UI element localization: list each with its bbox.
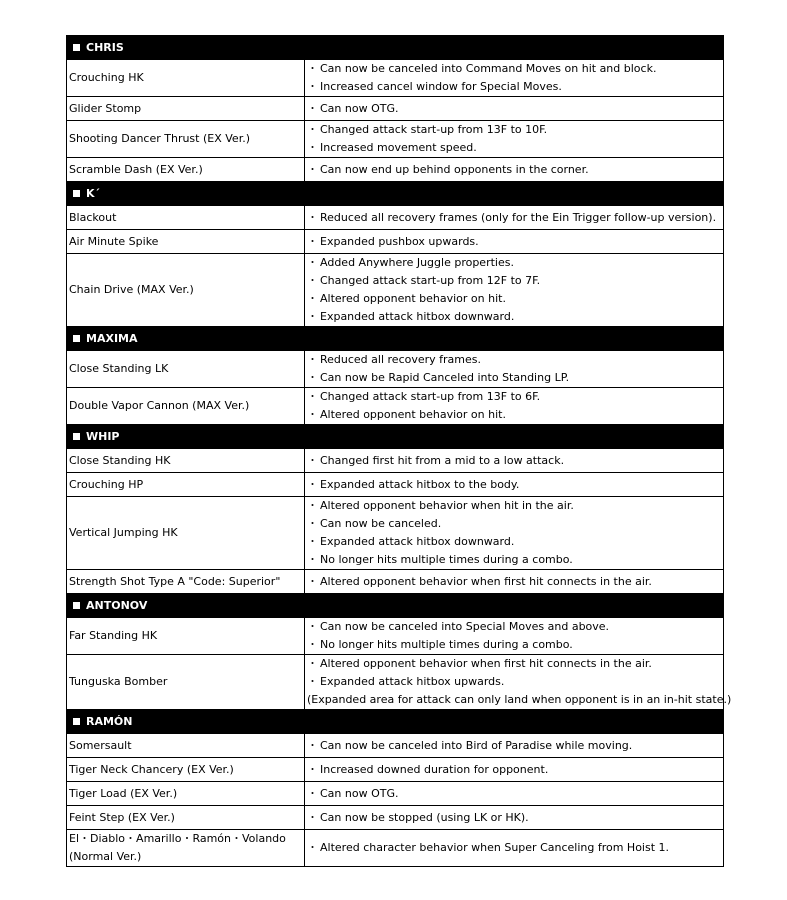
move-name: Crouching HK xyxy=(69,71,144,84)
bullet-dot: ・ xyxy=(307,408,318,421)
change-note-text: Altered opponent behavior when first hit connects in the air. xyxy=(320,574,652,588)
move-row xyxy=(67,497,724,570)
change-notes-cell xyxy=(305,655,732,710)
change-notes-cell xyxy=(305,388,724,425)
change-note xyxy=(307,254,721,272)
change-notes-cell xyxy=(305,60,724,97)
change-note-text: Changed attack start-up from 13F to 6F. xyxy=(320,390,541,403)
change-note xyxy=(307,60,721,78)
change-note-text: Can now be canceled into Bird of Paradise while moving. xyxy=(320,738,633,752)
change-note xyxy=(307,573,721,591)
move-name-cell xyxy=(67,473,305,497)
character-header-row xyxy=(67,594,724,618)
change-note xyxy=(307,78,721,96)
change-note-text: Increased downed duration for opponent. xyxy=(320,762,549,776)
move-name-cell xyxy=(67,388,305,425)
change-note xyxy=(307,809,721,827)
move-row xyxy=(67,158,724,182)
move-name-cell xyxy=(67,206,305,230)
change-note xyxy=(307,673,721,691)
change-note xyxy=(307,839,721,857)
move-row xyxy=(67,97,724,121)
move-name-cell xyxy=(67,254,305,327)
change-note-text: Altered opponent behavior on hit. xyxy=(320,408,506,421)
change-note-text: Altered opponent behavior when hit in the air. xyxy=(320,499,574,512)
change-note xyxy=(307,452,721,470)
change-note xyxy=(307,497,721,515)
move-name-cell xyxy=(67,60,305,97)
character-name-cell xyxy=(67,36,305,60)
bullet-dot: ・ xyxy=(307,256,318,269)
change-notes-cell xyxy=(305,206,724,230)
change-notes-cell xyxy=(305,830,724,867)
change-note-text: Can now be Rapid Canceled into Standing LP. xyxy=(320,371,570,384)
change-note-text: Changed attack start-up from 13F to 10F. xyxy=(320,123,548,136)
change-notes-cell xyxy=(305,230,724,254)
move-name: Chain Drive (MAX Ver.) xyxy=(69,283,194,296)
bullet-dot: ・ xyxy=(307,738,318,752)
move-name-cell xyxy=(67,806,305,830)
square-bullet-icon xyxy=(73,44,80,51)
move-row xyxy=(67,121,724,158)
change-notes-cell xyxy=(305,351,724,388)
change-notes-cell xyxy=(305,473,724,497)
change-notes-cell xyxy=(305,758,724,782)
change-note xyxy=(307,351,721,369)
square-bullet-icon xyxy=(73,190,80,197)
bullet-dot: ・ xyxy=(307,477,318,491)
change-note-text: Added Anywhere Juggle properties. xyxy=(320,256,514,269)
character-name: K´ xyxy=(86,186,101,200)
change-note-text: Reduced all recovery frames. xyxy=(320,353,481,366)
character-header-blank xyxy=(305,327,724,351)
change-notes-cell xyxy=(305,97,724,121)
character-header-row xyxy=(67,327,724,351)
change-note-text: Can now be canceled into Special Moves and above. xyxy=(320,620,610,633)
character-header-blank xyxy=(305,425,724,449)
bullet-dot: ・ xyxy=(307,274,318,287)
change-note xyxy=(307,655,721,673)
bullet-dot: ・ xyxy=(307,574,318,588)
change-note xyxy=(307,636,721,654)
change-note xyxy=(307,737,721,755)
change-note xyxy=(307,308,721,326)
change-notes-cell xyxy=(305,158,724,182)
character-name-cell xyxy=(67,594,305,618)
move-name: Far Standing HK xyxy=(69,629,158,642)
change-notes-cell xyxy=(305,618,724,655)
bullet-dot: ・ xyxy=(307,62,318,75)
bullet-dot: ・ xyxy=(307,786,318,800)
move-row xyxy=(67,473,724,497)
move-name-cell xyxy=(67,497,305,570)
character-name: RAMÓN xyxy=(86,714,133,728)
change-note xyxy=(307,785,721,803)
character-name: MAXIMA xyxy=(86,331,138,345)
bullet-dot: ・ xyxy=(307,141,318,154)
change-note-text: Expanded attack hitbox downward. xyxy=(320,310,515,323)
square-bullet-icon xyxy=(73,602,80,609)
change-note xyxy=(307,121,721,139)
change-note xyxy=(307,406,721,424)
bullet-dot: ・ xyxy=(307,353,318,366)
move-row xyxy=(67,449,724,473)
character-header-row xyxy=(67,710,724,734)
character-name-cell xyxy=(67,710,305,734)
move-name: Scramble Dash (EX Ver.) xyxy=(69,162,203,176)
move-row xyxy=(67,351,724,388)
change-note-text: Expanded attack hitbox upwards. xyxy=(320,675,505,688)
move-name: Shooting Dancer Thrust (EX Ver.) xyxy=(69,132,250,145)
bullet-dot: ・ xyxy=(307,310,318,323)
change-note xyxy=(307,761,721,779)
change-note xyxy=(307,290,721,308)
character-name: CHRIS xyxy=(86,40,124,54)
change-note-text: Changed attack start-up from 12F to 7F. xyxy=(320,274,541,287)
change-notes-cell xyxy=(305,121,724,158)
move-row xyxy=(67,230,724,254)
change-note-text: Can now OTG. xyxy=(320,786,399,800)
character-header-blank xyxy=(305,710,724,734)
change-note-text: Can now OTG. xyxy=(320,101,399,115)
character-header-blank xyxy=(305,36,724,60)
bullet-dot: ・ xyxy=(307,499,318,512)
character-name: ANTONOV xyxy=(86,598,148,612)
bullet-dot: ・ xyxy=(307,101,318,115)
move-name: Tiger Load (EX Ver.) xyxy=(69,786,178,800)
change-note-text: Increased movement speed. xyxy=(320,141,477,154)
change-note xyxy=(307,139,721,157)
change-note-text: Can now be canceled. xyxy=(320,517,442,530)
bullet-dot: ・ xyxy=(307,657,318,670)
move-name: Tiger Neck Chancery (EX Ver.) xyxy=(69,762,234,776)
change-note-text: Expanded attack hitbox downward. xyxy=(320,535,515,548)
move-name-cell xyxy=(67,97,305,121)
move-name-cell xyxy=(67,230,305,254)
move-row xyxy=(67,806,724,830)
bullet-dot: ・ xyxy=(307,762,318,776)
move-name: El・Diablo・Amarillo・Ramón・Volando (Normal Ver.) xyxy=(69,832,286,863)
change-notes-cell xyxy=(305,497,724,570)
move-name: Glider Stomp xyxy=(69,101,142,115)
change-note xyxy=(307,233,721,251)
move-row xyxy=(67,782,724,806)
bullet-dot: ・ xyxy=(307,123,318,136)
change-note-extra: (Expanded area for attack can only land when opponent is in an in-hit state.) xyxy=(307,693,732,706)
change-note xyxy=(307,100,721,118)
move-row xyxy=(67,570,724,594)
square-bullet-icon xyxy=(73,335,80,342)
change-note xyxy=(307,551,721,569)
change-note xyxy=(307,272,721,290)
change-note xyxy=(307,161,721,179)
move-name-cell xyxy=(67,758,305,782)
change-note-text: Can now be canceled into Command Moves on hit and block. xyxy=(320,62,657,75)
move-row xyxy=(67,60,724,97)
change-note-text: Expanded pushbox upwards. xyxy=(320,234,479,248)
change-note-text: Increased cancel window for Special Moves. xyxy=(320,80,562,93)
character-header-row xyxy=(67,425,724,449)
move-name: Vertical Jumping HK xyxy=(69,526,178,539)
change-note xyxy=(307,369,721,387)
change-notes-cell xyxy=(305,782,724,806)
bullet-dot: ・ xyxy=(307,553,318,566)
move-name: Tunguska Bomber xyxy=(69,675,168,688)
move-name: Close Standing LK xyxy=(69,362,169,375)
move-name: Blackout xyxy=(69,210,117,224)
character-header-row xyxy=(67,36,724,60)
move-row xyxy=(67,618,724,655)
move-row xyxy=(67,388,724,425)
bullet-dot: ・ xyxy=(307,371,318,384)
change-note-text: Changed first hit from a mid to a low attack. xyxy=(320,453,565,467)
square-bullet-icon xyxy=(73,433,80,440)
move-name-cell xyxy=(67,570,305,594)
change-note-text: Altered character behavior when Super Canceling from Hoist 1. xyxy=(320,841,670,854)
change-note-text: No longer hits multiple times during a combo. xyxy=(320,553,573,566)
move-name-cell xyxy=(67,351,305,388)
bullet-dot: ・ xyxy=(307,210,318,224)
move-name-cell xyxy=(67,121,305,158)
move-row xyxy=(67,655,724,710)
change-notes-cell xyxy=(305,254,724,327)
move-row xyxy=(67,758,724,782)
move-row xyxy=(67,254,724,327)
move-name-cell xyxy=(67,830,305,867)
bullet-dot: ・ xyxy=(307,810,318,824)
change-note-text: Altered opponent behavior when first hit connects in the air. xyxy=(320,657,652,670)
change-note xyxy=(307,515,721,533)
change-note-text: Can now end up behind opponents in the corner. xyxy=(320,162,589,176)
move-row xyxy=(67,206,724,230)
balance-changes-table xyxy=(66,35,732,867)
character-header-row xyxy=(67,182,724,206)
move-name-cell xyxy=(67,655,305,710)
change-note-text: Altered opponent behavior on hit. xyxy=(320,292,506,305)
character-header-blank xyxy=(305,594,724,618)
move-name: Somersault xyxy=(69,738,132,752)
move-name: Air Minute Spike xyxy=(69,234,159,248)
move-name-cell xyxy=(67,782,305,806)
change-note xyxy=(307,476,721,494)
change-note xyxy=(307,388,721,406)
bullet-dot: ・ xyxy=(307,675,318,688)
move-name: Feint Step (EX Ver.) xyxy=(69,810,175,824)
bullet-dot: ・ xyxy=(307,620,318,633)
square-bullet-icon xyxy=(73,718,80,725)
change-note-text: Reduced all recovery frames (only for the Ein Trigger follow-up version). xyxy=(320,210,717,224)
move-name: Double Vapor Cannon (MAX Ver.) xyxy=(69,399,250,412)
move-name-cell xyxy=(67,618,305,655)
character-name-cell xyxy=(67,425,305,449)
change-note-text: Can now be stopped (using LK or HK). xyxy=(320,810,529,824)
bullet-dot: ・ xyxy=(307,638,318,651)
move-name: Strength Shot Type A "Code: Superior" xyxy=(69,574,281,588)
move-name: Crouching HP xyxy=(69,477,144,491)
change-note xyxy=(307,618,721,636)
change-note-text: Expanded attack hitbox to the body. xyxy=(320,477,520,491)
change-note xyxy=(307,533,721,551)
change-note-text: No longer hits multiple times during a combo. xyxy=(320,638,573,651)
bullet-dot: ・ xyxy=(307,80,318,93)
change-notes-cell xyxy=(305,734,724,758)
character-header-blank xyxy=(305,182,724,206)
bullet-dot: ・ xyxy=(307,535,318,548)
bullet-dot: ・ xyxy=(307,841,318,854)
move-name-cell xyxy=(67,158,305,182)
move-name: Close Standing HK xyxy=(69,453,171,467)
change-note xyxy=(307,209,721,227)
change-notes-cell xyxy=(305,449,724,473)
change-notes-cell xyxy=(305,570,724,594)
bullet-dot: ・ xyxy=(307,234,318,248)
bullet-dot: ・ xyxy=(307,517,318,530)
change-notes-cell xyxy=(305,806,724,830)
character-name-cell xyxy=(67,182,305,206)
bullet-dot: ・ xyxy=(307,292,318,305)
character-name-cell xyxy=(67,327,305,351)
bullet-dot: ・ xyxy=(307,390,318,403)
bullet-dot: ・ xyxy=(307,162,318,176)
character-name: WHIP xyxy=(86,429,120,443)
move-row xyxy=(67,830,724,867)
bullet-dot: ・ xyxy=(307,453,318,467)
move-name-cell xyxy=(67,734,305,758)
move-row xyxy=(67,734,724,758)
move-name-cell xyxy=(67,449,305,473)
